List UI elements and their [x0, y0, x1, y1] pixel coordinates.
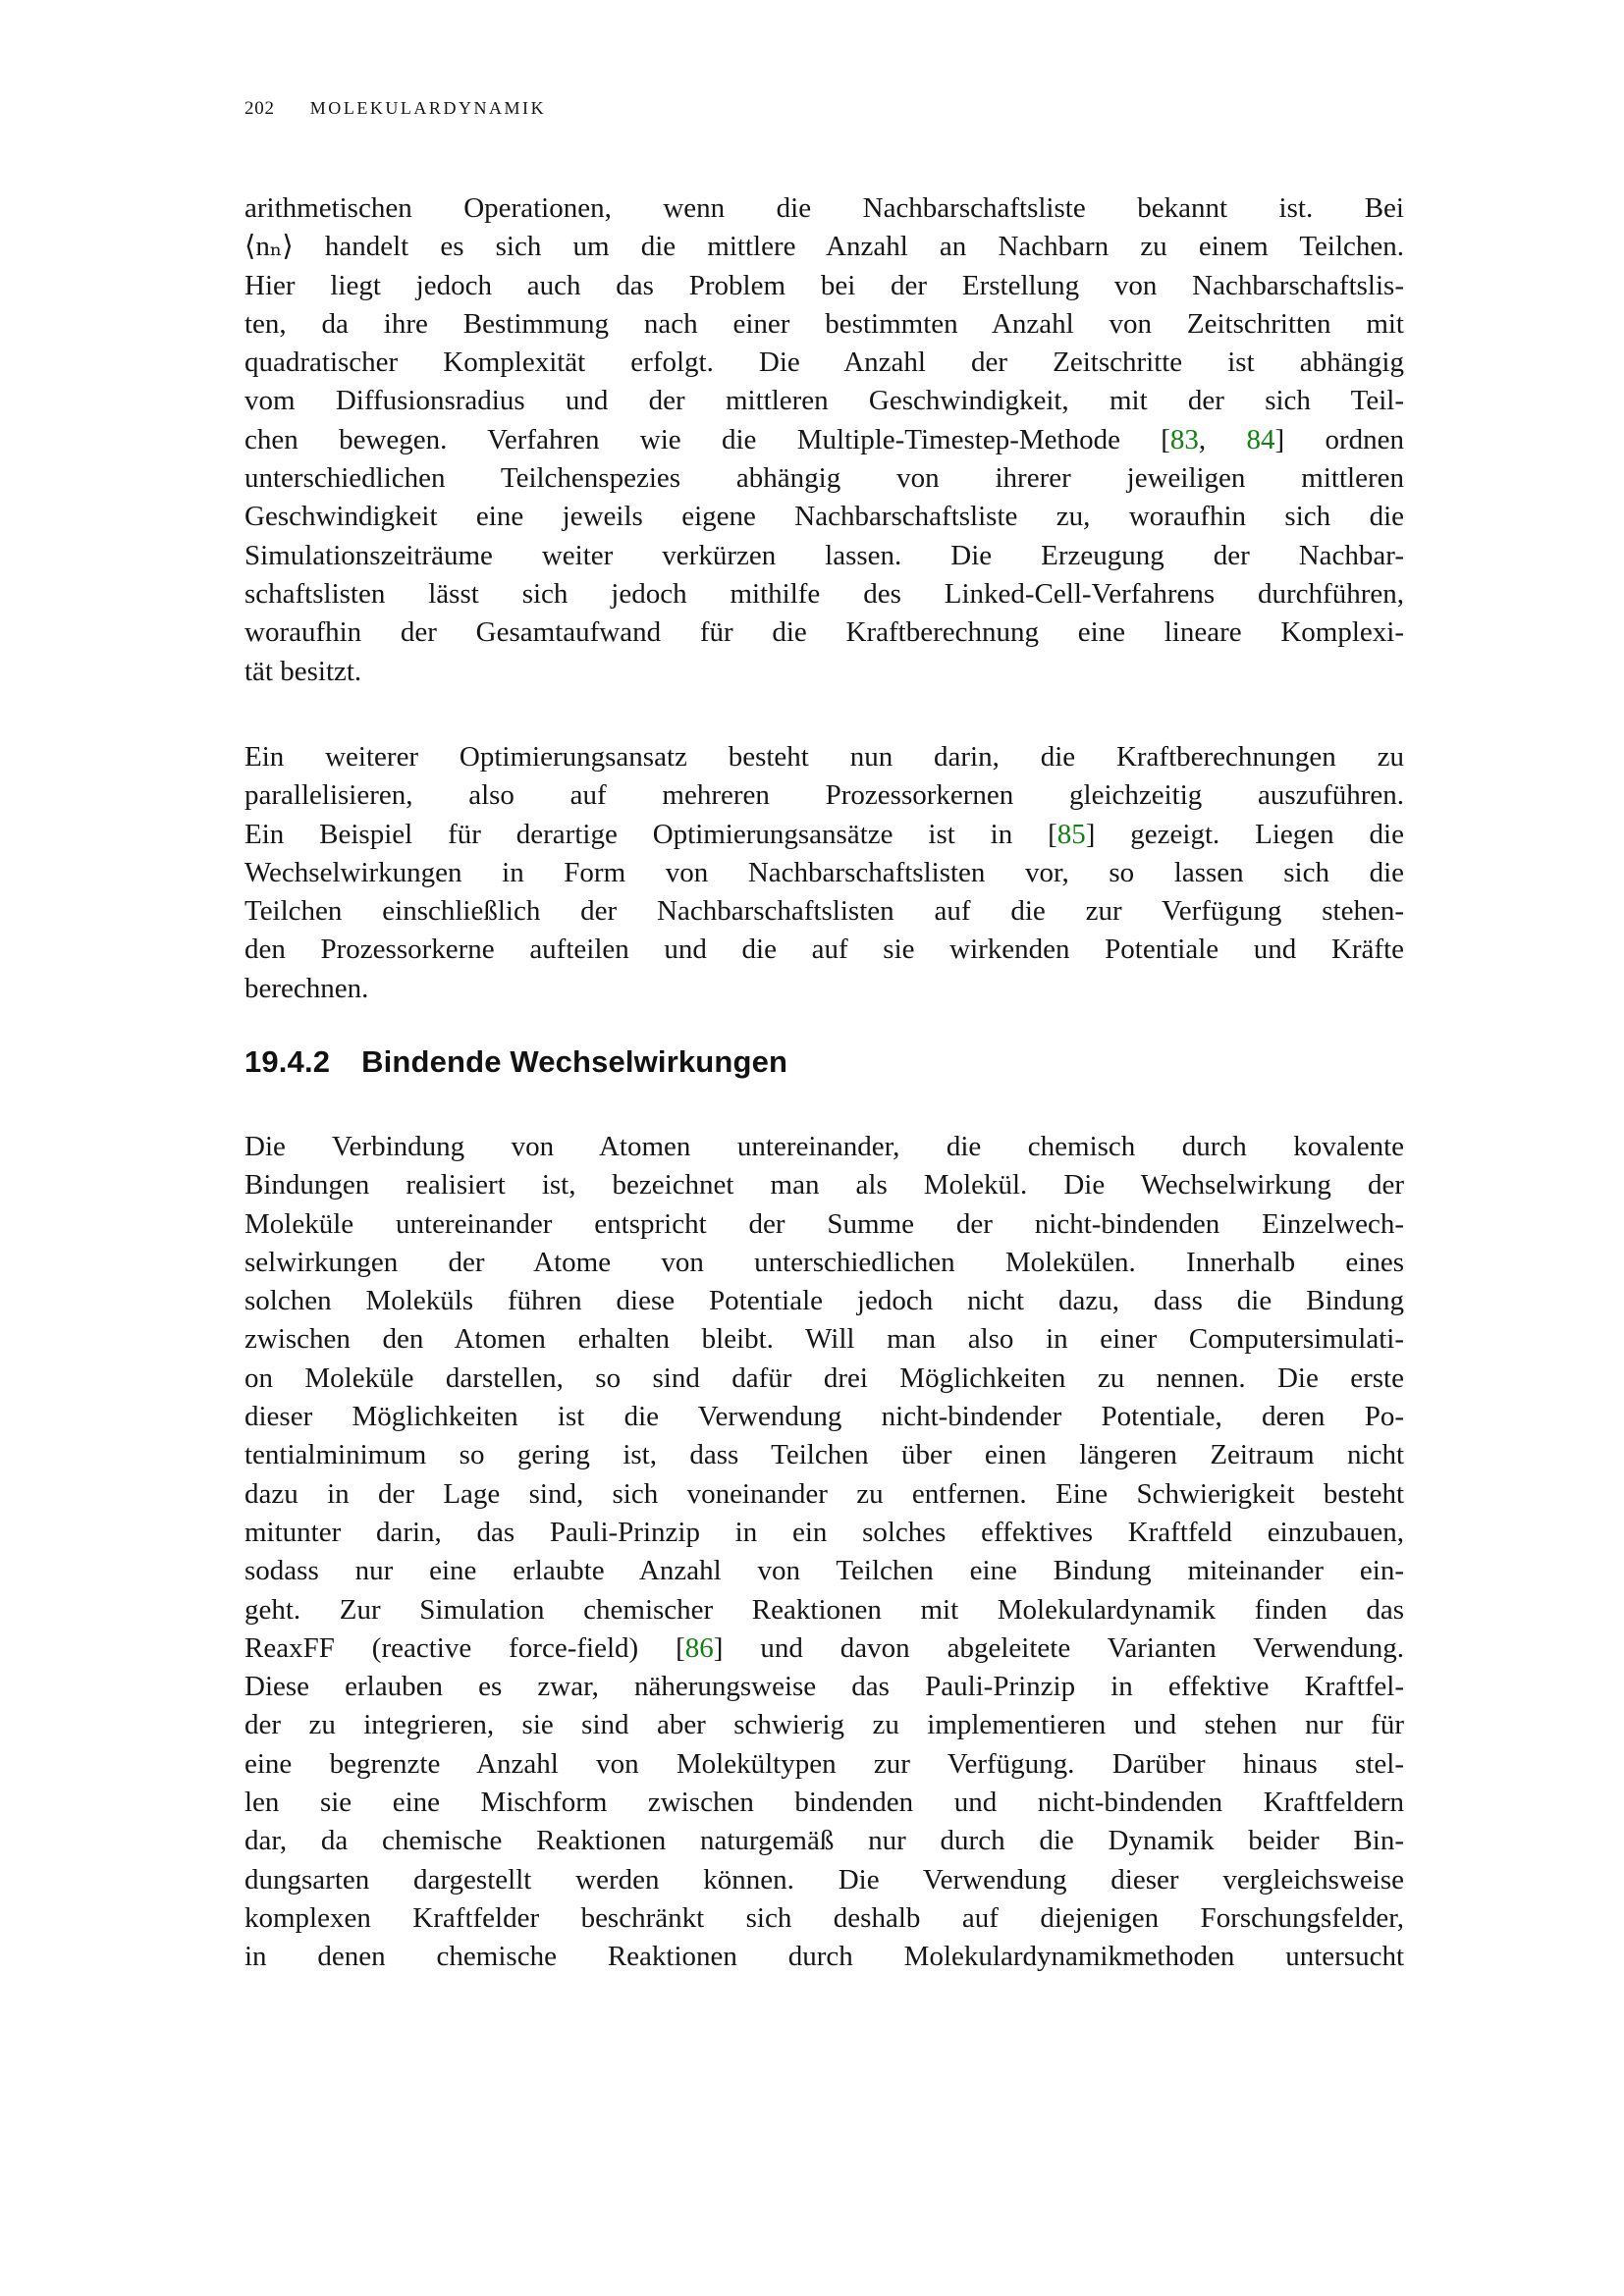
text-line: Die Verbindung von Atomen untereinander, die chemisch durch kovalente	[244, 1131, 1404, 1162]
text-line: unterschiedlichen Teilchenspezies abhängig von ihrerer jeweiligen mittleren	[244, 462, 1404, 495]
text-line: berechnen.	[244, 972, 369, 1004]
paragraph-parallelization	[244, 738, 1404, 1008]
text-line: solchen Moleküls führen diese Potentiale jedoch nicht dazu, dass die Bindung	[244, 1285, 1404, 1317]
text-line: dieser Möglichkeiten ist die Verwendung nicht-bindender Potentiale, deren Po-	[244, 1401, 1404, 1433]
citation-link[interactable]: 86	[684, 1631, 714, 1664]
text-line: Geschwindigkeit eine jeweils eigene Nachbarschaftsliste zu, woraufhin sich die	[244, 501, 1404, 533]
section-title: Bindende Wechselwirkungen	[361, 1044, 788, 1079]
section-heading	[244, 1042, 787, 1082]
text-line: Diese erlauben es zwar, näherungsweise das Pauli-Prinzip in effektive Kraftfel-	[244, 1671, 1404, 1703]
section-number: 19.4.2	[244, 1044, 331, 1079]
text-line: tät besitzt.	[244, 655, 362, 687]
text-line: parallelisieren, also auf mehreren Prozessorkernen gleichzeitig auszuführen.	[244, 779, 1404, 812]
text-line: der zu integrieren, sie sind aber schwierig zu implementieren und stehen nur für	[244, 1709, 1404, 1741]
running-title: MOLEKULARDYNAMIK	[309, 98, 547, 118]
text-line: zwischen den Atomen erhalten bleibt. Will man also in einer Computersimulati-	[244, 1323, 1404, 1356]
text-line: ⟨nₙ⟩ handelt es sich um die mittlere Anzahl an Nachbarn zu einem Teilchen.	[244, 231, 1404, 263]
text-line: schaftslisten lässt sich jedoch mithilfe des Linked-Cell-Verfahrens durchführen,	[244, 577, 1404, 610]
page-header	[244, 98, 546, 120]
text-line: woraufhin der Gesamtaufwand für die Kraftberechnung eine lineare Komplexi-	[244, 616, 1404, 649]
citation-link[interactable]: 85	[1056, 818, 1086, 850]
paragraph-neighbor-lists	[244, 189, 1404, 691]
text-line: Wechselwirkungen in Form von Nachbarschaftslisten vor, so lassen sich die	[244, 856, 1404, 888]
paragraph-bonded-interactions	[244, 1128, 1404, 1977]
text-line: den Prozessorkerne aufteilen und die auf sie wirkenden Potentiale und Kräfte	[244, 934, 1404, 966]
text-line: dar, da chemische Reaktionen naturgemäß nur durch die Dynamik beider Bin-	[244, 1825, 1404, 1857]
text-line: chen bewegen. Verfahren wie die Multiple-Timestep-Methode [83, 84] ordnen	[244, 423, 1405, 455]
text-line: Hier liegt jedoch auch das Problem bei der Erstellung von Nachbarschaftslis-	[244, 269, 1404, 301]
text-line: dazu in der Lage sind, sich voneinander zu entfernen. Eine Schwierigkeit besteht	[244, 1477, 1404, 1510]
text-line: Ein Beispiel für derartige Optimierungsansätze ist in [85] gezeigt. Liegen die	[244, 818, 1404, 850]
text-line: arithmetischen Operationen, wenn die Nachbarschaftsliste bekannt ist. Bei	[244, 192, 1404, 224]
text-line: eine begrenzte Anzahl von Molekültypen zur Verfügung. Darüber hinaus stel-	[244, 1747, 1404, 1780]
text-line: tentialminimum so gering ist, dass Teilchen über einen längeren Zeitraum nicht	[244, 1439, 1404, 1471]
text-line: dungsarten dargestellt werden können. Die Verwendung dieser vergleichsweise	[244, 1863, 1404, 1896]
text-line: geht. Zur Simulation chemischer Reaktionen mit Molekulardynamik finden das	[244, 1593, 1404, 1626]
text-line: Ein weiterer Optimierungsansatz besteht nun darin, die Kraftberechnungen zu	[244, 741, 1404, 773]
text-line: len sie eine Mischform zwischen bindenden und nicht-bindenden Kraftfeldern	[244, 1787, 1404, 1819]
text-line: vom Diffusionsradius und der mittleren Geschwindigkeit, mit der sich Teil-	[244, 385, 1404, 417]
text-line: Simulationszeiträume weiter verkürzen lassen. Die Erzeugung der Nachbar-	[244, 539, 1404, 571]
text-line: sodass nur eine erlaubte Anzahl von Teilchen eine Bindung miteinander ein-	[244, 1555, 1404, 1587]
text-line: ten, da ihre Bestimmung nach einer bestimmten Anzahl von Zeitschritten mit	[244, 307, 1404, 340]
text-line: ReaxFF (reactive force-field) [86] und davon abgeleitete Varianten Verwendung.	[244, 1631, 1404, 1664]
text-line: Bindungen realisiert ist, bezeichnet man als Molekül. Die Wechselwirkung der	[244, 1169, 1404, 1201]
text-line: in denen chemische Reaktionen durch Molekulardynamikmethoden untersucht	[244, 1941, 1404, 1973]
text-line: quadratischer Komplexität erfolgt. Die Anzahl der Zeitschritte ist abhängig	[244, 347, 1404, 379]
text-line: on Moleküle darstellen, so sind dafür drei Möglichkeiten zu nennen. Die erste	[244, 1362, 1404, 1394]
page-number: 202	[244, 98, 275, 119]
text-line: mitunter darin, das Pauli-Prinzip in ein solches effektives Kraftfeld einzubauen,	[244, 1516, 1404, 1548]
citation-link[interactable]: 83	[1169, 423, 1199, 455]
text-line: selwirkungen der Atome von unterschiedlichen Molekülen. Innerhalb eines	[244, 1246, 1404, 1278]
text-line: komplexen Kraftfelder beschränkt sich deshalb auf diejenigen Forschungsfelder,	[244, 1901, 1404, 1934]
citation-link[interactable]: 84	[1246, 423, 1275, 455]
text-line: Moleküle untereinander entspricht der Summe der nicht-bindenden Einzelwech-	[244, 1207, 1404, 1240]
text-line: Teilchen einschließlich der Nachbarschaftslisten auf die zur Verfügung stehen-	[244, 895, 1404, 928]
